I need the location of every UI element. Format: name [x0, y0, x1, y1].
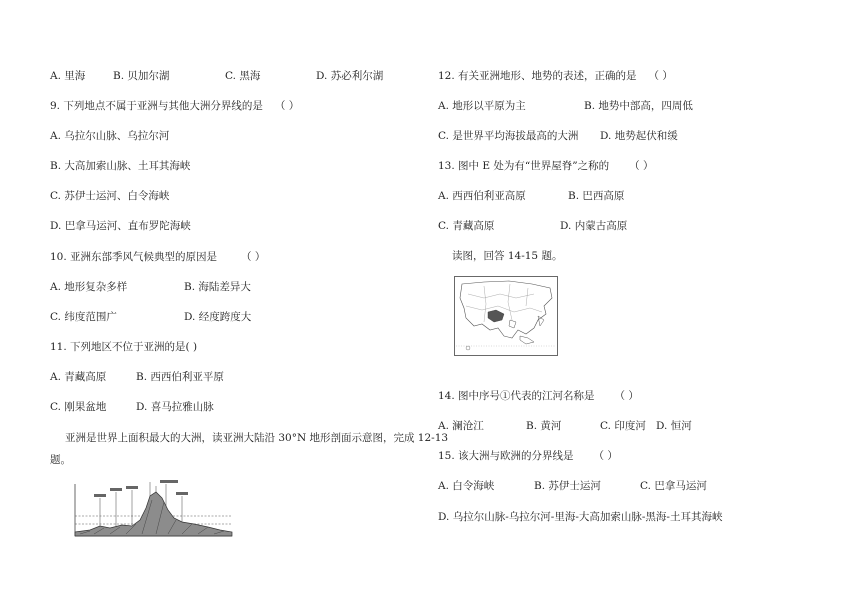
q12-option-c: C. 是世界平均海拔最高的大洲	[438, 130, 579, 142]
q15-option-d: D. 乌拉尔山脉-乌拉尔河-里海-大高加索山脉-黑海-土耳其海峡	[438, 511, 723, 523]
q10-option-a: A. 地形复杂多样	[50, 281, 128, 293]
asia-30n-profile-figure	[70, 478, 235, 540]
intro-12-13-line1: 亚洲是世界上面积最大的大洲，读亚洲大陆沿 30°N 地形剖面示意图，完成 12-13	[65, 432, 449, 444]
q11-stem: 11. 下列地区不位于亚洲的是( )	[50, 341, 198, 353]
q12-option-b: B. 地势中部高，四周低	[584, 100, 693, 112]
q15-stem: 15. 该大洲与欧洲的分界线是 （ ）	[438, 450, 618, 462]
intro-12-13-line2: 题。	[50, 454, 71, 466]
q11-option-b: B. 西西伯利亚平原	[136, 371, 224, 383]
q14-stem: 14. 图中序号①代表的江河名称是 （ ）	[438, 390, 639, 402]
q8-option-a: A. 里海	[50, 70, 86, 82]
q15-option-c: C. 巴拿马运河	[640, 480, 707, 492]
q14-option-b: B. 黄河	[526, 420, 562, 432]
q13-option-d: D. 内蒙古高原	[560, 220, 628, 232]
asia-map-figure	[454, 276, 558, 356]
q9-option-b: B. 大高加索山脉、土耳其海峡	[50, 160, 191, 172]
q15-option-a: A. 白令海峡	[438, 480, 495, 492]
q13-option-c: C. 青藏高原	[438, 220, 495, 232]
q11-option-a: A. 青藏高原	[50, 371, 107, 383]
q13-option-b: B. 巴西高原	[568, 190, 625, 202]
q14-option-a: A. 澜沧江	[438, 420, 484, 432]
q12-option-d: D. 地势起伏和缓	[600, 130, 678, 142]
q8-option-d: D. 苏必利尔湖	[316, 70, 384, 82]
q14-option-d: D. 恒河	[656, 420, 692, 432]
q13-stem: 13. 图中 E 处为有“世界屋脊”之称的 （ ）	[438, 160, 654, 172]
q11-option-c: C. 刚果盆地	[50, 401, 107, 413]
q10-option-d: D. 经度跨度大	[184, 311, 252, 323]
q12-stem: 12. 有关亚洲地形、地势的表述，正确的是 （ ）	[438, 70, 673, 82]
q12-option-a: A. 地形以平原为主	[438, 100, 526, 112]
q11-option-d: D. 喜马拉雅山脉	[136, 401, 214, 413]
q15-option-b: B. 苏伊士运河	[534, 480, 601, 492]
q10-stem: 10. 亚洲东部季风气候典型的原因是 （ ）	[50, 251, 266, 263]
q13-option-a: A. 西西伯利亚高原	[438, 190, 526, 202]
q9-stem: 9. 下列地点不属于亚洲与其他大洲分界线的是 （ ）	[50, 100, 300, 112]
q10-option-b: B. 海陆差异大	[184, 281, 251, 293]
q14-option-c: C. 印度河	[600, 420, 646, 432]
q8-option-c: C. 黑海	[225, 70, 261, 82]
q9-option-d: D. 巴拿马运河、直布罗陀海峡	[50, 220, 191, 232]
q9-option-a: A. 乌拉尔山脉、乌拉尔河	[50, 130, 170, 142]
q9-option-c: C. 苏伊士运河、白令海峡	[50, 190, 170, 202]
intro-14-15: 读图，回答 14-15 题。	[452, 250, 563, 262]
q8-option-b: B. 贝加尔湖	[113, 70, 170, 82]
q10-option-c: C. 纬度范围广	[50, 311, 117, 323]
